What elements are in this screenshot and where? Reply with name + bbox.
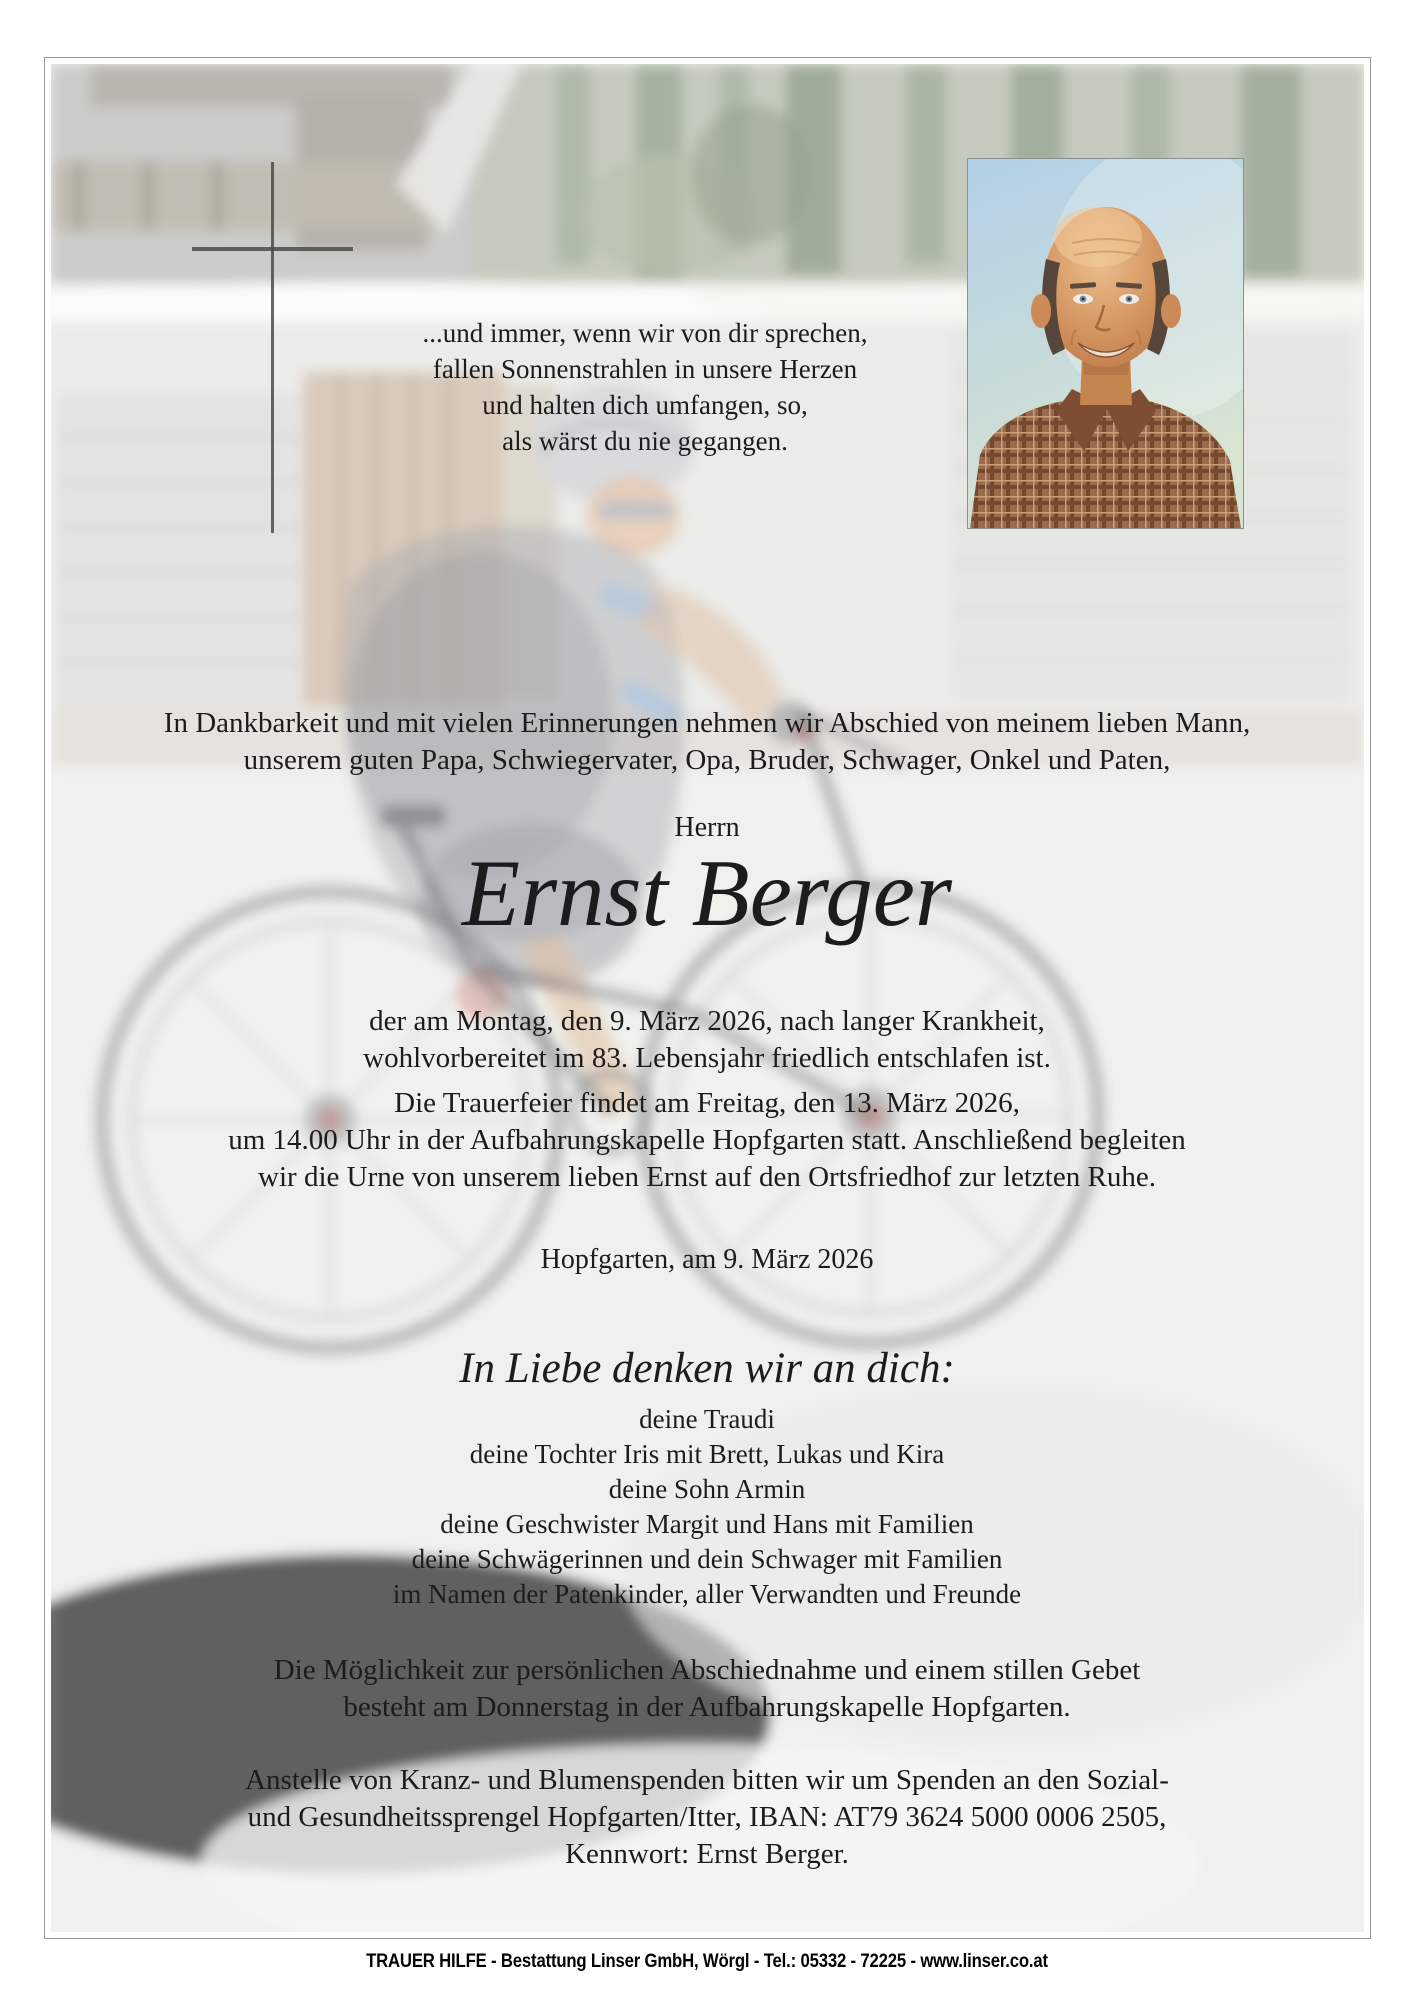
mourner-line: deine Sohn Armin [608, 1474, 806, 1504]
death-notice [0, 1003, 1414, 1077]
mourners-list [0, 1402, 1414, 1612]
mourner-line: deine Traudi [639, 1404, 775, 1434]
salutation: Herrn [674, 812, 740, 843]
funeral-line: wir die Urne von unserem lieben Ernst auf den Ortsfriedhof zur letzten Ruhe. [258, 1161, 1156, 1193]
poem-line: als wärst du nie gegangen. [502, 426, 788, 456]
donation-info [0, 1762, 1414, 1873]
mourner-line: deine Tochter Iris mit Brett, Lukas und Kira [469, 1439, 945, 1469]
farewell-line: Die Möglichkeit zur persönlichen Abschiednahme und einem stillen Gebet [273, 1654, 1141, 1686]
mourner-line: deine Geschwister Margit und Hans mit Familien [440, 1509, 974, 1539]
intro-text [0, 705, 1414, 779]
poem-line: und halten dich umfangen, so, [482, 390, 808, 420]
deceased-name: Ernst Berger [462, 840, 952, 946]
funeral-line: um 14.00 Uhr in der Aufbahrungskapelle Hopfgarten statt. Anschließend begleiten [228, 1124, 1186, 1156]
funeral-line: Die Trauerfeier findet am Freitag, den 13. März 2026, [394, 1087, 1020, 1119]
place-dateline: Hopfgarten, am 9. März 2026 [540, 1244, 874, 1275]
cross-horizontal-bar [192, 247, 353, 251]
funeral-home-footer: TRAUER HILFE - Bestattung Linser GmbH, Wörgl - Tel.: 05332 - 72225 - www.linser.co.at [366, 1951, 1048, 1972]
poem-line: fallen Sonnenstrahlen in unsere Herzen [432, 354, 858, 384]
mourning-heading: In Liebe denken wir an dich: [459, 1345, 955, 1392]
memorial-poem [0, 315, 1290, 459]
mourner-line: deine Schwägerinnen und dein Schwager mit Familien [411, 1544, 1003, 1574]
donation-line: Kennwort: Ernst Berger. [565, 1838, 849, 1870]
funeral-info [0, 1085, 1414, 1196]
death-notice-line: wohlvorbereitet im 83. Lebensjahr friedlich entschlafen ist. [363, 1042, 1051, 1074]
donation-line: und Gesundheitssprengel Hopfgarten/Itter, IBAN: AT79 3624 5000 0006 2505, [247, 1801, 1167, 1833]
mourner-line: im Namen der Patenkinder, aller Verwandten und Freunde [392, 1579, 1022, 1609]
donation-line: Anstelle von Kranz- und Blumenspenden bitten wir um Spenden an den Sozial- [245, 1764, 1169, 1796]
death-notice-line: der am Montag, den 9. März 2026, nach langer Krankheit, [369, 1005, 1045, 1037]
farewell-info [0, 1652, 1414, 1726]
intro-line: In Dankbarkeit und mit vielen Erinnerungen nehmen wir Abschied von meinem lieben Mann, [163, 707, 1251, 739]
poem-line: ...und immer, wenn wir von dir sprechen, [422, 318, 868, 348]
intro-line: unserem guten Papa, Schwiegervater, Opa, Bruder, Schwager, Onkel und Paten, [243, 744, 1171, 776]
farewell-line: besteht am Donnerstag in der Aufbahrungskapelle Hopfgarten. [343, 1691, 1071, 1723]
